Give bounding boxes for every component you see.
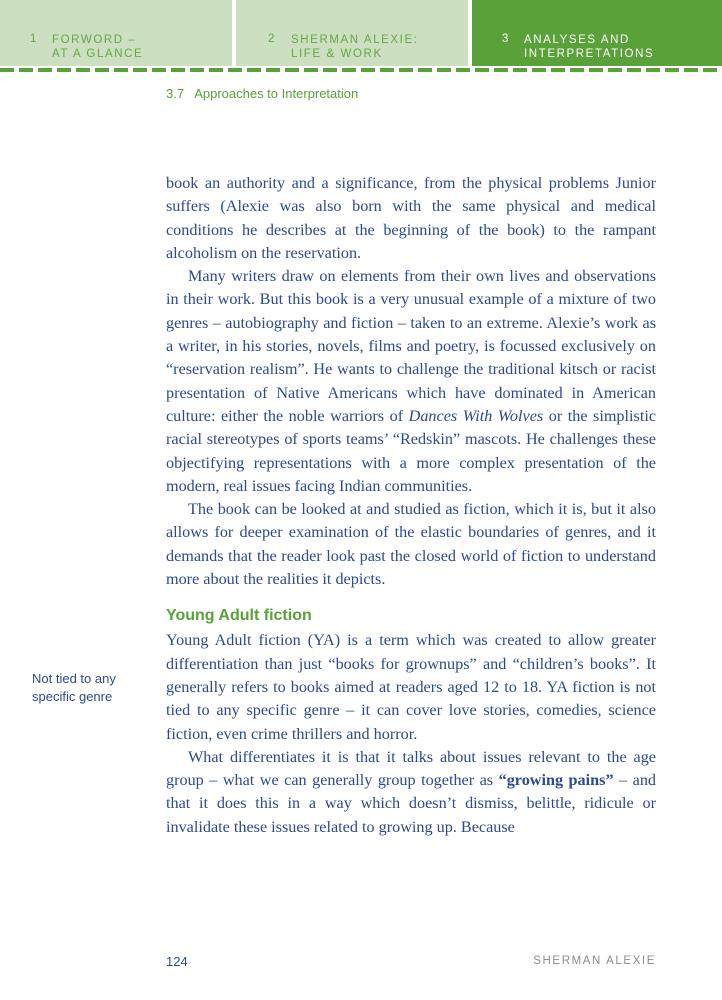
running-footer: SHERMAN ALEXIE	[533, 955, 656, 967]
paragraph: The book can be looked at and studied as fiction, which it is, but it also allows for deeper examination of the elastic boundaries of genres, and it demands that the reader look past the closed world of fiction to understand more about the realities it depicts.	[166, 500, 656, 589]
marginal-note: Not tied to any specific genre	[32, 671, 116, 704]
section-title: 3.7 Approaches to Interpretation	[166, 86, 359, 101]
tab-foreword[interactable]	[0, 0, 232, 66]
tab-number: 3	[502, 33, 510, 45]
tab-number: 2	[268, 33, 276, 45]
paragraph: book an authority and a significance, from the physical problems Junior suffers (Alexie was also born with the same physical and medical conditions he describes at the beginning of the book) to the rampant alcoholism on the reservation.	[166, 174, 656, 262]
tab-label	[291, 33, 419, 61]
tab-label-line1: FORWORD –	[52, 34, 137, 46]
tab-label-line1: ANALYSES AND	[524, 34, 630, 46]
body-column	[166, 172, 656, 839]
tab-number: 1	[30, 33, 38, 45]
tab-analyses[interactable]	[472, 0, 722, 66]
tab-life-work[interactable]	[236, 0, 468, 66]
tab-label	[52, 33, 143, 61]
tab-label	[524, 33, 654, 61]
tab-label-line1: SHERMAN ALEXIE:	[291, 34, 419, 46]
subheading: Young Adult fiction	[166, 607, 312, 625]
tab-label-line2: AT A GLANCE	[52, 48, 144, 60]
italic-title: Dances With Wolves	[408, 406, 544, 425]
dashed-divider	[0, 68, 722, 72]
tab-label-line2: LIFE & WORK	[291, 48, 383, 60]
paragraph: Young Adult fiction (YA) is a term which was created to allow greater differentiation than just “books for grownups” and “children’s books”. It generally refers to books aimed at readers aged 12 to 18. YA fiction is not tied to any specific genre – it can cover love stories, comedies, science fiction, even crime thrillers and horror.	[166, 631, 656, 743]
text-run: or the simplistic racial stereotypes of sports teams’ “Redskin” mascots. He challenges these objectifying representations with a more complex presentation of the modern, real issues facing Indian communities.	[166, 406, 656, 495]
chapter-tabs	[0, 0, 722, 66]
text-run: What differentiates it is that it talks about issues relevant to the age group – what we can generally group together as	[166, 747, 656, 790]
page-number: 124	[166, 954, 188, 969]
text-run: Many writers draw on elements from their own lives and observations in their work. But this book is a very unusual example of a mixture of two genres – autobiography and fiction – taken to an extreme. Alexie’s work as a writer, in his stories, novels, films and poetry, is focussed exclusively on “reservation realism”. He wants to challenge the traditional kitsch or racist presentation of Native Americans which have dominated in American culture: either the noble warriors of	[166, 267, 656, 425]
paragraph	[166, 265, 656, 498]
paragraph	[166, 746, 656, 839]
tab-label-line2: INTERPRETATIONS	[524, 48, 655, 60]
bold-term: “growing pains”	[498, 771, 614, 790]
text-run: – and that it does this in a way which doesn’t dismiss, belittle, ridicule or invalidate these issues related to growing up. Because	[166, 771, 657, 836]
